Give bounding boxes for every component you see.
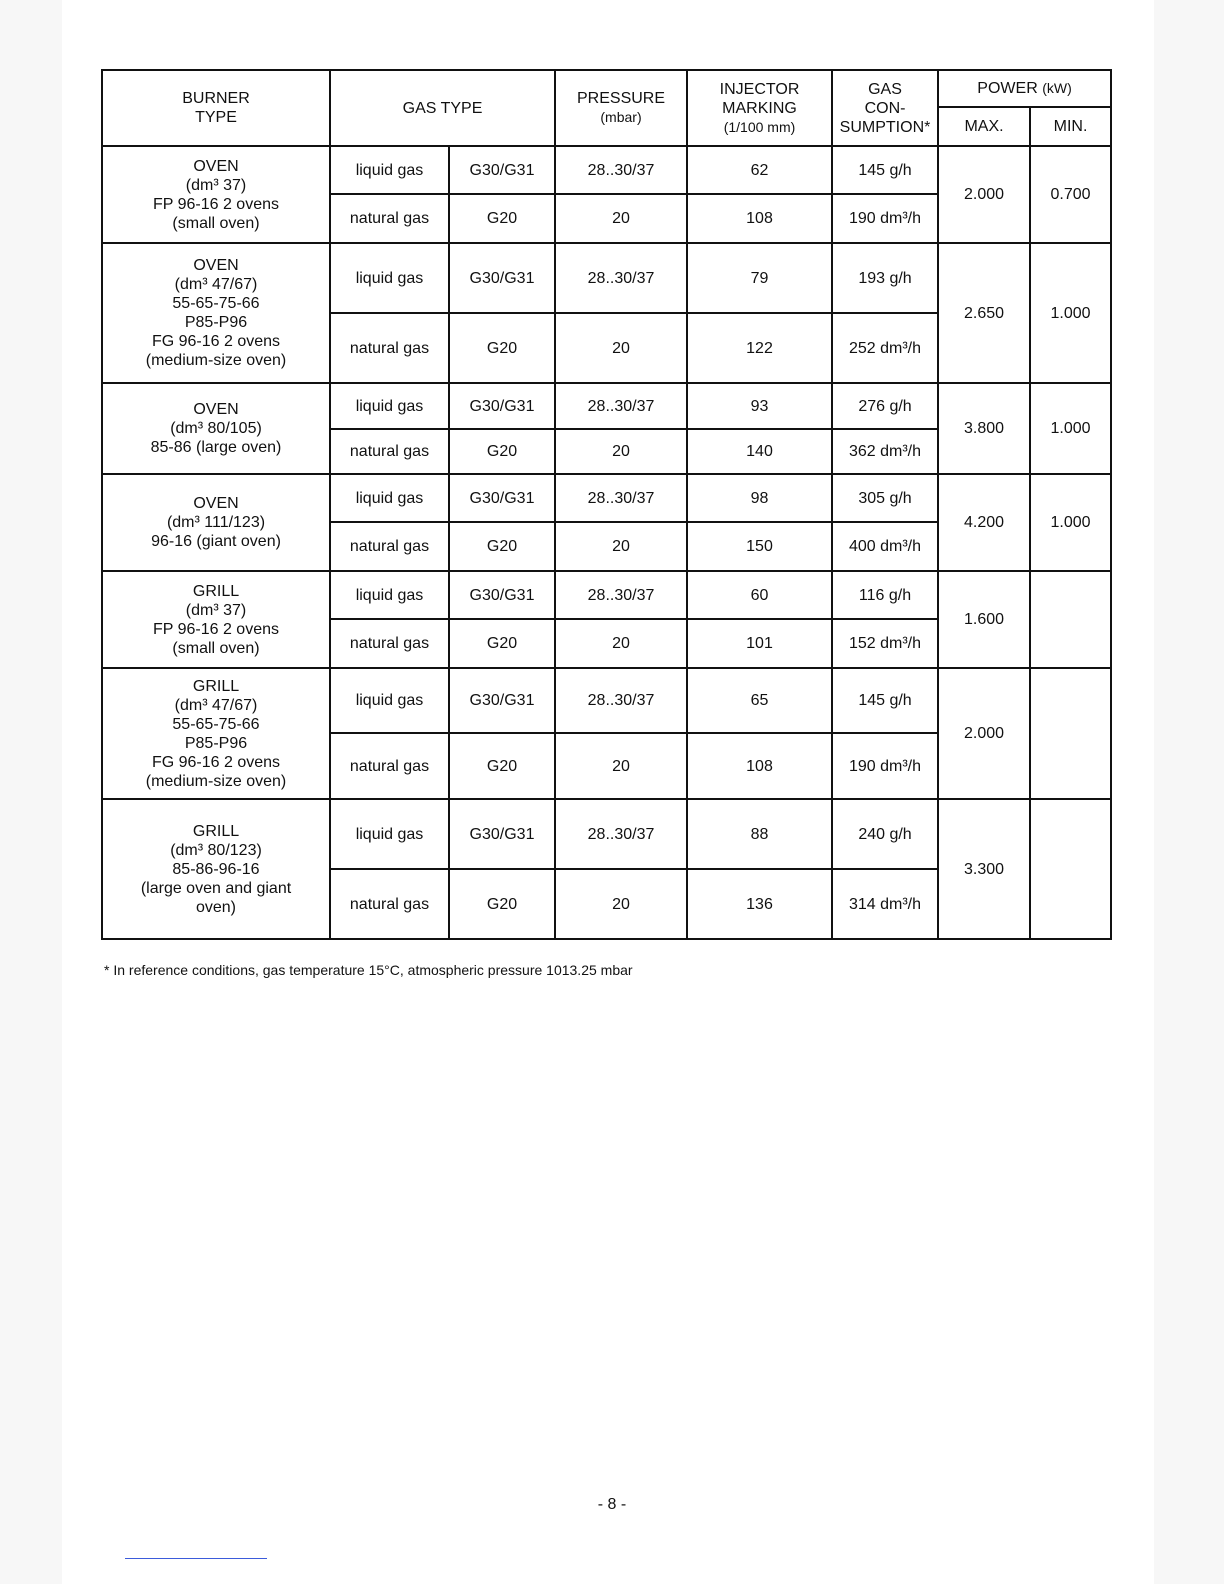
gas-code-cell: G20	[449, 313, 555, 383]
gas-code-cell: G30/G31	[449, 243, 555, 313]
table-row	[102, 243, 1111, 313]
power-min-cell: 1.000	[1030, 243, 1111, 383]
header-power-min: MIN.	[1030, 107, 1111, 146]
injector-cell: 79	[687, 243, 832, 313]
consumption-cell: 362 dm³/h	[832, 429, 938, 474]
gas-code-cell: G30/G31	[449, 571, 555, 619]
gas-code-cell: G20	[449, 522, 555, 571]
pressure-cell: 28..30/37	[555, 146, 687, 194]
header-gas-consumption: GAS CON- SUMPTION*	[832, 70, 938, 146]
table-row	[102, 474, 1111, 522]
injector-cell: 150	[687, 522, 832, 571]
gas-code-cell: G20	[449, 869, 555, 939]
injector-cell: 101	[687, 619, 832, 668]
consumption-cell: 152 dm³/h	[832, 619, 938, 668]
gas-code-cell: G30/G31	[449, 383, 555, 429]
burner-type-cell: GRILL (dm³ 37) FP 96-16 2 ovens (small oven)	[102, 571, 330, 668]
gas-type-cell: liquid gas	[330, 474, 449, 522]
gas-code-cell: G30/G31	[449, 799, 555, 869]
injector-cell: 108	[687, 733, 832, 799]
gas-type-cell: natural gas	[330, 429, 449, 474]
gas-type-cell: natural gas	[330, 733, 449, 799]
power-min-cell: 0.700	[1030, 146, 1111, 243]
consumption-cell: 400 dm³/h	[832, 522, 938, 571]
footnote: * In reference conditions, gas temperature 15°C, atmospheric pressure 1013.25 mbar	[104, 962, 633, 978]
power-max-cell: 1.600	[938, 571, 1030, 668]
gas-code-cell: G20	[449, 619, 555, 668]
injector-cell: 62	[687, 146, 832, 194]
page-number: - 8 -	[597, 1496, 627, 1513]
consumption-cell: 190 dm³/h	[832, 733, 938, 799]
gas-type-cell: liquid gas	[330, 668, 449, 733]
consumption-cell: 314 dm³/h	[832, 869, 938, 939]
gas-code-cell: G30/G31	[449, 474, 555, 522]
injector-cell: 88	[687, 799, 832, 869]
gas-type-cell: liquid gas	[330, 243, 449, 313]
table-row	[102, 146, 1111, 194]
gas-type-cell: liquid gas	[330, 571, 449, 619]
header-power-unit: (kW)	[1042, 80, 1072, 96]
header-power-max: MAX.	[938, 107, 1030, 146]
injector-cell: 60	[687, 571, 832, 619]
gas-code-cell: G30/G31	[449, 668, 555, 733]
gas-type-cell: liquid gas	[330, 799, 449, 869]
power-min-cell: 1.000	[1030, 474, 1111, 571]
power-max-cell: 4.200	[938, 474, 1030, 571]
consumption-cell: 193 g/h	[832, 243, 938, 313]
header-injector-marking: INJECTOR MARKING (1/100 mm)	[687, 70, 832, 146]
injector-cell: 122	[687, 313, 832, 383]
pressure-cell: 28..30/37	[555, 799, 687, 869]
consumption-cell: 276 g/h	[832, 383, 938, 429]
burner-spec-table	[101, 69, 1112, 940]
gas-code-cell: G20	[449, 733, 555, 799]
table-row	[102, 668, 1111, 733]
consumption-cell: 252 dm³/h	[832, 313, 938, 383]
table-row	[102, 383, 1111, 429]
header-burner-type: BURNER TYPE	[102, 70, 330, 146]
header-pressure-unit: (mbar)	[600, 109, 642, 125]
pressure-cell: 20	[555, 619, 687, 668]
pressure-cell: 28..30/37	[555, 243, 687, 313]
burner-type-cell: OVEN (dm³ 111/123) 96-16 (giant oven)	[102, 474, 330, 571]
pressure-cell: 20	[555, 733, 687, 799]
power-max-cell: 2.000	[938, 668, 1030, 799]
gas-code-cell: G20	[449, 429, 555, 474]
power-max-cell: 2.000	[938, 146, 1030, 243]
injector-cell: 98	[687, 474, 832, 522]
table-row	[102, 571, 1111, 619]
pressure-cell: 20	[555, 429, 687, 474]
consumption-cell: 145 g/h	[832, 146, 938, 194]
header-gas-type: GAS TYPE	[330, 70, 555, 146]
pressure-cell: 20	[555, 522, 687, 571]
gas-type-cell: natural gas	[330, 313, 449, 383]
header-power: POWER (kW)	[938, 70, 1111, 107]
gas-type-cell: natural gas	[330, 869, 449, 939]
consumption-cell: 145 g/h	[832, 668, 938, 733]
pressure-cell: 28..30/37	[555, 571, 687, 619]
consumption-cell: 116 g/h	[832, 571, 938, 619]
pressure-cell: 20	[555, 194, 687, 243]
injector-cell: 140	[687, 429, 832, 474]
pressure-cell: 28..30/37	[555, 668, 687, 733]
pressure-cell: 28..30/37	[555, 474, 687, 522]
pressure-cell: 20	[555, 313, 687, 383]
gas-code-cell: G20	[449, 194, 555, 243]
injector-cell: 93	[687, 383, 832, 429]
injector-cell: 108	[687, 194, 832, 243]
burner-type-cell: OVEN (dm³ 37) FP 96-16 2 ovens (small oven)	[102, 146, 330, 243]
power-max-cell: 3.300	[938, 799, 1030, 939]
burner-type-cell: GRILL (dm³ 47/67) 55-65-75-66 P85-P96 FG 96-16 2 ovens (medium-size oven)	[102, 668, 330, 799]
burner-type-cell: OVEN (dm³ 47/67) 55-65-75-66 P85-P96 FG 96-16 2 ovens (medium-size oven)	[102, 243, 330, 383]
gas-type-cell: natural gas	[330, 194, 449, 243]
power-min-cell	[1030, 668, 1111, 799]
burner-type-cell: OVEN (dm³ 80/105) 85-86 (large oven)	[102, 383, 330, 474]
power-min-cell	[1030, 799, 1111, 939]
pressure-cell: 20	[555, 869, 687, 939]
burner-type-cell: GRILL (dm³ 80/123) 85-86-96-16 (large oven and giant oven)	[102, 799, 330, 939]
gas-type-cell: liquid gas	[330, 146, 449, 194]
gas-type-cell: natural gas	[330, 619, 449, 668]
gas-code-cell: G30/G31	[449, 146, 555, 194]
consumption-cell: 305 g/h	[832, 474, 938, 522]
gas-type-cell: liquid gas	[330, 383, 449, 429]
power-min-cell	[1030, 571, 1111, 668]
table-row	[102, 799, 1111, 869]
consumption-cell: 190 dm³/h	[832, 194, 938, 243]
power-max-cell: 2.650	[938, 243, 1030, 383]
header-pressure: PRESSURE (mbar)	[555, 70, 687, 146]
header-injector-unit: (1/100 mm)	[723, 118, 796, 135]
consumption-cell: 240 g/h	[832, 799, 938, 869]
power-max-cell: 3.800	[938, 383, 1030, 474]
gas-type-cell: natural gas	[330, 522, 449, 571]
pressure-cell: 28..30/37	[555, 383, 687, 429]
power-min-cell: 1.000	[1030, 383, 1111, 474]
bottom-link-line	[125, 1558, 267, 1559]
injector-cell: 65	[687, 668, 832, 733]
injector-cell: 136	[687, 869, 832, 939]
